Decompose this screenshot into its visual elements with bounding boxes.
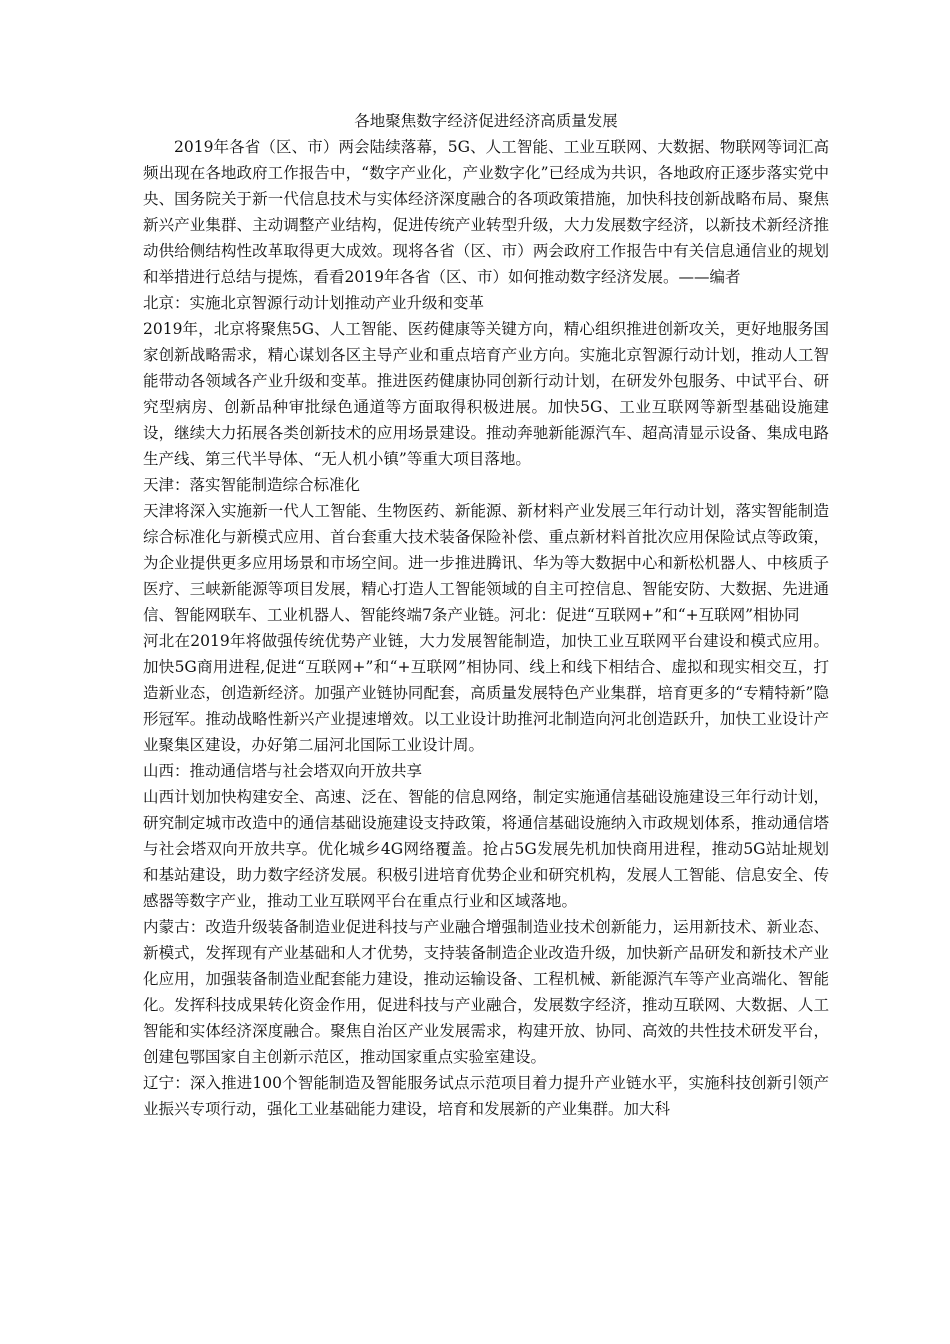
intro-paragraph: 2019年各省（区、市）两会陆续落幕，5G、人工智能、工业互联网、大数据、物联网等词汇高频出现在各地政府工作报告中，“数字产业化，产业数字化”已经成为共识，各地政府正逐步落实党中央、国务院关于新一代信息技术与实体经济深度融合的各项政策措施，加快科技创新战略布局、聚焦新兴产业集群、主动调整产业结构，促进传统产业转型升级，大力发展数字经济，以新技术新经济推动供给侧结构性改革取得更大成效。现将各省（区、市）两会政府工作报告中有关信息通信业的规划和举措进行总结与提炼，看看2019年各省（区、市）如何推动数字经济发展。——编者: [143, 138, 829, 286]
liaoning-paragraph: 辽宁：深入推进100个智能制造及智能服务试点示范项目着力提升产业链水平，实施科技创新引领产业振兴专项行动，强化工业基础能力建设，培育和发展新的产业集群。加大科: [143, 1074, 829, 1118]
shanxi-paragraph: 山西计划加快构建安全、高速、泛在、智能的信息网络，制定实施通信基础设施建设三年行动计划，研究制定城市改造中的通信基础设施建设支持政策，将通信基础设施纳入市政规划体系，推动通信塔与社会塔双向开放共享。优化城乡4G网络覆盖。抢占5G发展先机加快商用进程，推动5G站址规划和基站建设，助力数字经济发展。积极引进培育优势企业和研究机构，发展人工智能、信息安全、传感器等数字产业，推动工业互联网平台在重点行业和区域落地。: [143, 788, 829, 910]
neimenggu-paragraph: 内蒙古：改造升级装备制造业促进科技与产业融合增强制造业技术创新能力，运用新技术、新业态、新模式，发挥现有产业基础和人才优势，支持装备制造企业改造升级，加快新产品研发和新技术产业化应用，加强装备制造业配套能力建设，推动运输设备、工程机械、新能源汽车等产业高端化、智能化。发挥科技成果转化资金作用，促进科技与产业融合，发展数字经济，推动互联网、大数据、人工智能和实体经济深度融合。聚焦自治区产业发展需求，构建开放、协同、高效的共性技术研发平台，创建包鄂国家自主创新示范区，推动国家重点实验室建设。: [143, 918, 829, 1066]
hebei-heading: 河北：促进“互联网+”和“+互联网”相协同: [509, 606, 800, 624]
document-title: 各地聚焦数字经济促进经济高质量发展: [354, 112, 618, 130]
document-page: [143, 108, 829, 1122]
beijing-heading: 北京：实施北京智源行动计划推动产业升级和变革: [143, 294, 485, 312]
tianjin-paragraph: [143, 498, 829, 628]
shanxi-heading: 山西：推动通信塔与社会塔双向开放共享: [143, 762, 423, 780]
tianjin-body: 天津将深入实施新一代人工智能、生物医药、新能源、新材料产业发展三年行动计划，落实智能制造综合标准化与新模式应用、首台套重大技术装备保险补偿、重点新材料首批次应用保险试点等政策，为企业提供更多应用场景和市场空间。进一步推进腾讯、华为等大数据中心和新松机器人、中核质子医疗、三峡新能源等项目发展，精心打造人工智能领域的自主可控信息、智能安防、大数据、先进通信、智能网联车、工业机器人、智能终端7条产业链。: [143, 502, 829, 624]
tianjin-heading: 天津：落实智能制造综合标准化: [143, 476, 361, 494]
beijing-paragraph: 2019年，北京将聚焦5G、人工智能、医药健康等关键方向，精心组织推进创新攻关，更好地服务国家创新战略需求，精心谋划各区主导产业和重点培育产业方向。实施北京智源行动计划，推动人工智能带动各领域各产业升级和变革。推进医药健康协同创新行动计划，在研发外包服务、中试平台、研究型病房、创新品种审批绿色通道等方面取得积极进展。加快5G、工业互联网等新型基础设施建设，继续大力拓展各类创新技术的应用场景建设。推动奔驰新能源汽车、超高清显示设备、集成电路生产线、第三代半导体、“无人机小镇”等重大项目落地。: [143, 320, 829, 468]
hebei-paragraph: 河北在2019年将做强传统优势产业链，大力发展智能制造，加快工业互联网平台建设和模式应用。加快5G商用进程,促进“互联网+”和“+互联网”相协同、线上和线下相结合、虚拟和现实相交互，打造新业态，创造新经济。加强产业链协同配套，高质量发展特色产业集群，培育更多的“专精特新”隐形冠军。推动战略性新兴产业提速增效。以工业设计助推河北制造向河北创造跃升，加快工业设计产业聚集区建设，办好第二届河北国际工业设计周。: [143, 632, 829, 754]
